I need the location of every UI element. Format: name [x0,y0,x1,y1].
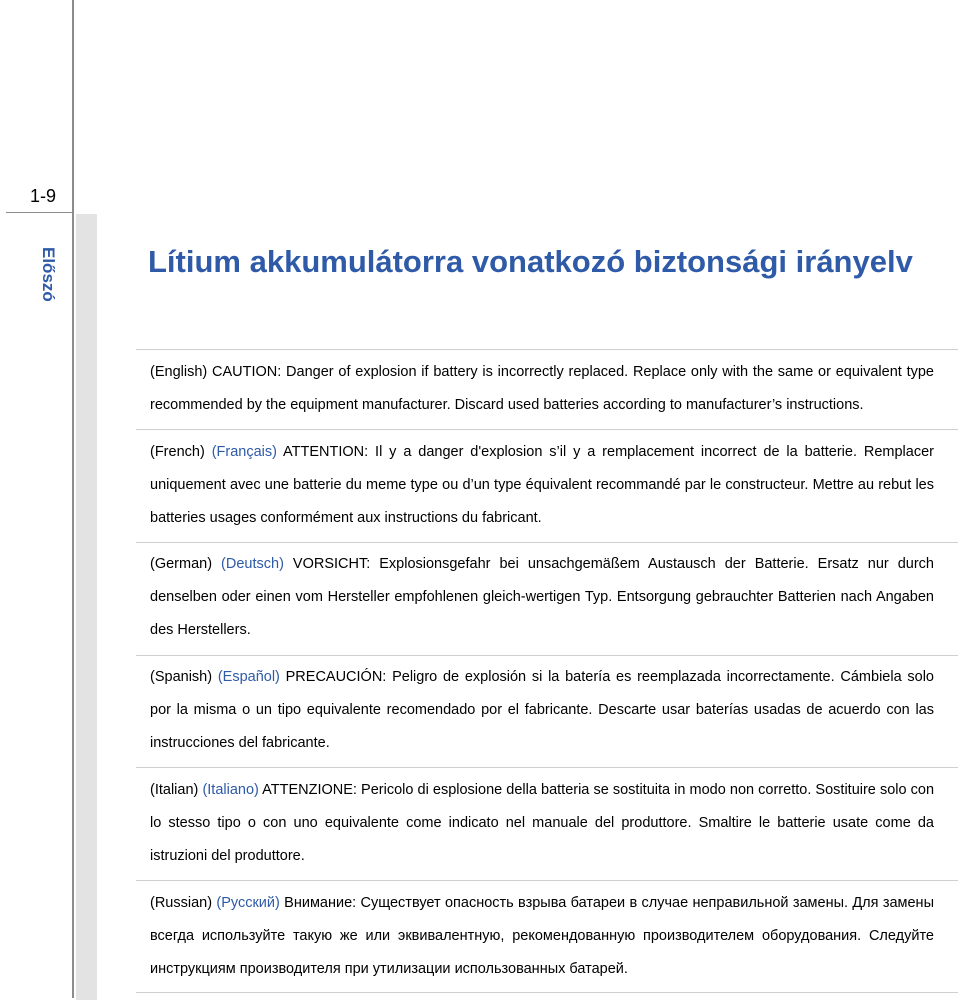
separator [136,767,958,768]
paragraph-russian [150,887,934,986]
lang-label: (Russian) [150,895,213,911]
separator [136,542,958,543]
paragraph-text: ATTENTION: Il y a danger d'explosion s’il y a remplacement incorrect de la batterie. Remplacer uniquement avec une batterie du meme type ou d’un type équivalent recommandé par le constructeur. Mettre au rebut les batteries usages conformément aux instructions du fabricant. [150,444,934,526]
lang-native-label: (Deutsch) [221,556,284,572]
left-margin-rule [72,0,74,998]
separator [136,349,958,350]
page-number-rule [6,212,74,213]
lang-label: (German) [150,556,213,572]
page-number: 1-9 [30,186,57,206]
paragraph-text: ATTENZIONE: Pericolo di esplosione della batteria se sostituita in modo non corretto. Sostituire solo con lo stesso tipo o con uno equivalente come indicato nel manuale del produttore. Smaltire le batterie usate come da istruzioni del produttore. [150,782,935,864]
paragraph-text: Внимание: Существует опасность взрыва батареи в случае неправильной замены. Для замены всегда используйте такую же или эквивалентную, рекомендованную производителем оборудования. Следуйте инструкциям производителя при утилизации использованных батарей. [150,895,934,977]
lang-label: (Italian) [150,782,199,798]
page-title: Lítium akkumulátorra vonatkozó biztonsági irányelv [148,244,913,279]
lang-label: (Spanish) [150,669,213,685]
lang-native-label: (Español) [217,669,280,685]
lang-native-label: (Italiano) [202,782,259,798]
paragraph-spanish [150,661,934,760]
paragraph-german [150,548,934,647]
separator [136,655,958,656]
lang-label: (French) [150,444,205,460]
paragraph-text: PRECAUCIÓN: Peligro de explosión si la batería es reemplazada incorrectamente. Cámbiela solo por la misma o un tipo equivalente recomendado por el fabricante. Descarte usar baterías usadas de acuerdo con las instrucciones del fabricante. [150,669,934,751]
separator [136,992,958,993]
margin-strip [76,214,97,1000]
paragraph-text: CAUTION: Danger of explosion if battery is incorrectly replaced. Replace only with the same or equivalent type recommended by the equipment manufacturer. Discard used batteries according to manufacturer’s instructions. [150,364,934,413]
paragraph-italian [150,774,934,873]
lang-label: (English) [150,364,208,380]
paragraph-french [150,436,934,535]
separator [136,429,958,430]
paragraph-english [150,356,934,422]
lang-native-label: (Français) [211,444,277,460]
section-label: Előszó [39,247,58,302]
separator [136,880,958,881]
lang-native-label: (Русский) [216,895,280,911]
paragraph-text: VORSICHT: Explosionsgefahr bei unsachgemäßem Austausch der Batterie. Ersatz nur durch denselben oder einen vom Hersteller empfohlenen gleich-wertigen Typ. Entsorgung gebrauchter Batterien nach Angaben des Herstellers. [150,556,934,638]
